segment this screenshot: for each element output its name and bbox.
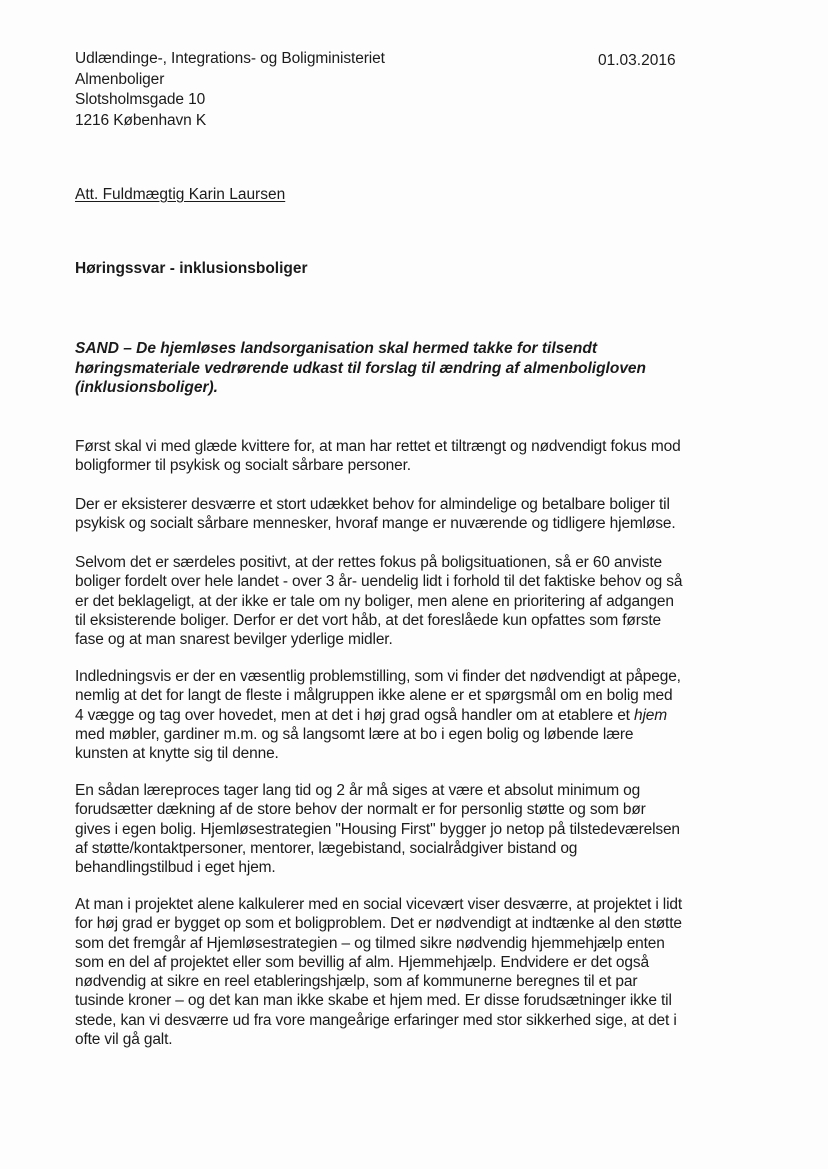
emphasis-word: hjem (633, 706, 667, 724)
paragraph-line: Selvom det er særdeles positivt, at der rettes fokus på boligsituationen, så er 60 anviste (75, 554, 663, 571)
paragraph-line: behandlingstilbud i eget hjem. (75, 859, 276, 877)
paragraph-line: Der er eksisterer desværre et stort udækket behov for almindelige og betalbare boliger til (75, 496, 670, 513)
paragraph-line: psykisk og socialt sårbare mennesker, hvoraf mange er nuværende og tidligere hjemløse. (75, 515, 676, 533)
paragraph-line-text: 4 vægge og tag over hovedet, men at det i høj grad også handler om at etablere et (75, 706, 634, 724)
recipient-line: Udlændinge-, Integrations- og Boligministeriet (75, 50, 385, 67)
subject-heading: Høringssvar - inklusionsboliger (75, 260, 308, 277)
paragraph-1 (75, 437, 681, 476)
intro-line: høringsmateriale vedrørende udkast til forslag til ændring af almenboligloven (75, 359, 647, 377)
paragraph-line: stede, kan vi desværre ud fra vore mangeårige erfaringer med stor sikkerhed sige, at det i (75, 1011, 677, 1029)
paragraph-line: fase og at man snarest bevilger yderlige midler. (75, 631, 393, 649)
recipient-line: Slotsholmsgade 10 (75, 91, 206, 108)
paragraph-line: af støtte/kontaktpersoner, mentorer, lægebistand, socialrådgiver bistand og (75, 839, 578, 857)
paragraph-line: for høj grad er bygget op som et boligproblem. Det er nødvendigt at indtænke al den støtte (75, 915, 682, 933)
intro-statement (75, 339, 646, 398)
paragraph-line: En sådan læreproces tager lang tid og 2 år må siges at være et absolut minimum og (75, 782, 641, 799)
paragraph-6 (75, 895, 682, 1049)
paragraph-line-with-emphasis (75, 706, 681, 725)
paragraph-line: til eksisterende boliger. Derfor er det vort håb, at det foreslåede kun opfattes som første (75, 611, 661, 629)
recipient-address (75, 49, 385, 131)
paragraph-line: nødvendig at sikre en reel etableringshjælp, som af kommunerne beregnes til et par (75, 973, 638, 991)
paragraph-line: boliger fordelt over hele landet - over 3 år- uendelig lidt i forhold til det faktiske behov og så (75, 573, 683, 591)
paragraph-2 (75, 495, 676, 534)
paragraph-3 (75, 553, 682, 649)
paragraph-line: Indledningsvis er der en væsentlig problemstilling, som vi finder det nødvendigt at påpege, (75, 668, 681, 685)
paragraph-line: At man i projektet alene kalkulerer med en social vicevært viser desværre, at projektet i lidt (75, 896, 683, 913)
paragraph-line: forudsætter dækning af de store behov der normalt er for personlig støtte og som bør (75, 801, 646, 819)
letter-date: 01.03.2016 (598, 52, 676, 69)
paragraph-line: boligformer til psykisk og socialt sårbare personer. (75, 457, 411, 475)
paragraph-5 (75, 781, 680, 877)
paragraph-4 (75, 667, 681, 763)
attention-line: Att. Fuldmægtig Karin Laursen (75, 186, 286, 203)
paragraph-line: Først skal vi med glæde kvittere for, at man har rettet et tiltrængt og nødvendigt fokus mod (75, 438, 681, 455)
paragraph-line: er det beklageligt, at der ikke er tale om ny boliger, men alene en prioritering af adgangen (75, 592, 674, 610)
paragraph-line: gives i egen bolig. Hjemløsestrategien "Housing First" bygger jo netop på tilstedeværelsen (75, 820, 680, 838)
paragraph-line: nemlig at det for langt de fleste i målgruppen ikke alene er et spørgsmål om en bolig med (75, 687, 673, 705)
intro-line: SAND – De hjemløses landsorganisation skal hermed takke for tilsendt (75, 340, 597, 357)
paragraph-line: som en del af projektet eller som bevillig af alm. Hjemmehjælp. Endvidere er det også (75, 953, 649, 971)
paragraph-line: kunsten at knytte sig til denne. (75, 745, 279, 763)
recipient-line: Almenboliger (75, 70, 165, 88)
paragraph-line: tusinde kroner – og det kan man ikke skabe et hjem med. Er disse forudsætninger ikke til (75, 992, 672, 1010)
recipient-line: 1216 København K (75, 111, 207, 129)
paragraph-line: ofte vil gå galt. (75, 1031, 173, 1049)
intro-line: (inklusionsboliger). (75, 379, 218, 396)
paragraph-line: som det fremgår af Hjemløsestrategien – og tilmed sikre nødvendig hjemmehjælp enten (75, 934, 665, 952)
paragraph-line: med møbler, gardiner m.m. og så langsomt lære at bo i egen bolig og løbende lære (75, 725, 634, 743)
